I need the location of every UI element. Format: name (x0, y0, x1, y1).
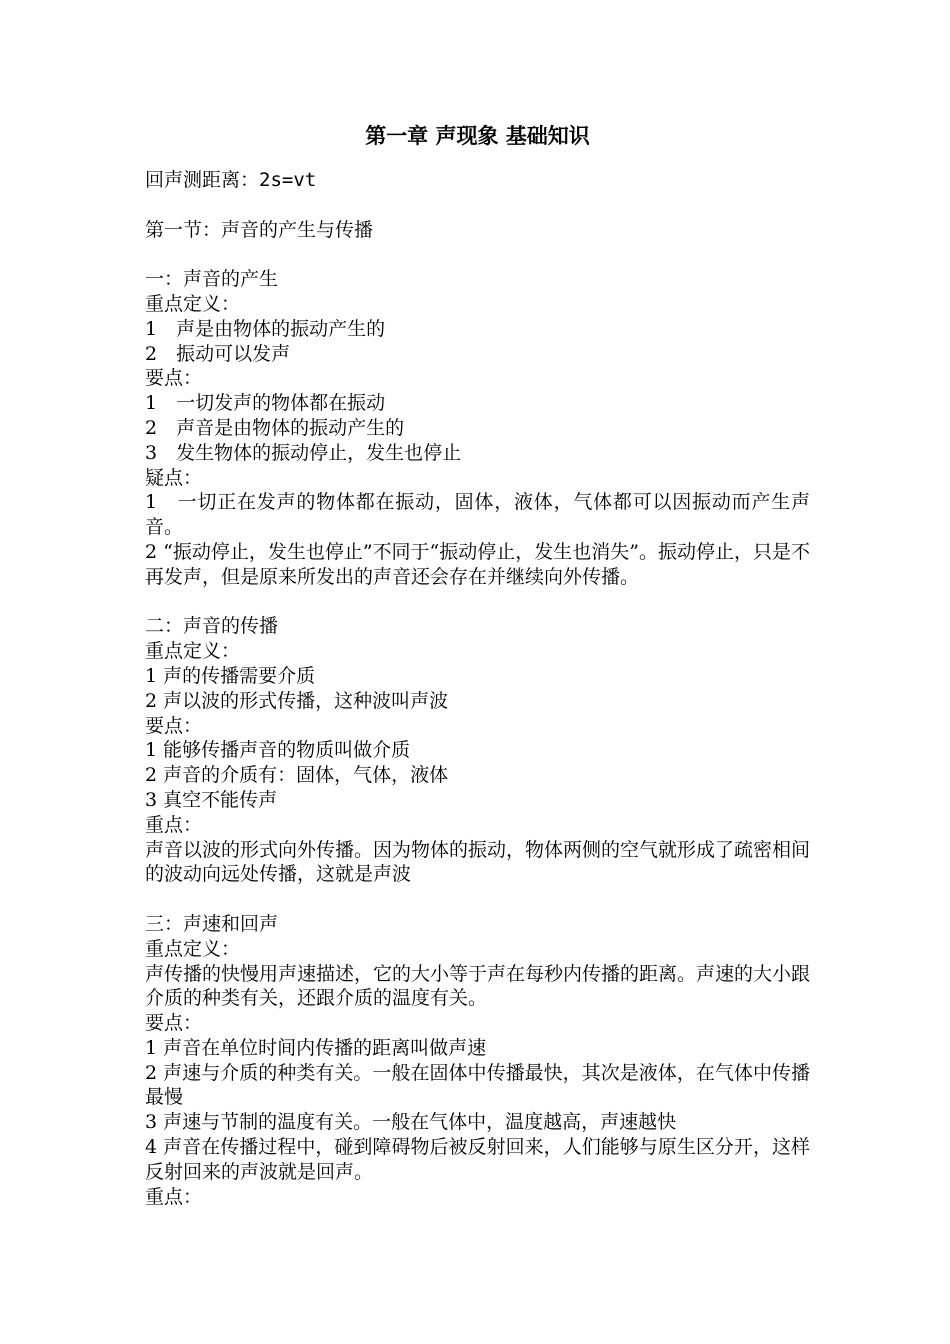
part3-key-item: 3 声速与节制的温度有关。一般在气体中，温度越高，声速越快 (145, 1111, 677, 1134)
part3-key-item: 1 声音在单位时间内传播的距离叫做声速 (145, 1036, 487, 1059)
part2-def-item: 2 声以波的形式传播，这种波叫声波 (145, 689, 449, 712)
formula-line (145, 168, 810, 193)
part3-heading: 三：声速和回声 (145, 912, 279, 935)
part1-def-item: 1 声是由物体的振动产生的 (145, 317, 386, 340)
part2-key-item: 2 声音的介质有：固体，气体，液体 (145, 764, 449, 787)
part1-key-item: 3 发生物体的振动停止，发生也停止 (145, 441, 462, 464)
part2-key-label: 要点： (145, 714, 203, 737)
part1-def-label: 重点定义： (145, 292, 241, 315)
part1-heading: 一：声音的产生 (145, 268, 279, 291)
part3-key-item: 2 声速与介质的种类有关。一般在固体中传播最快，其次是液体，在气体中传播最慢 (145, 1061, 810, 1109)
part2-heading: 二：声音的传播 (145, 615, 279, 638)
part3-focus-label: 重点： (145, 1185, 203, 1208)
part2-key-item: 1 能够传播声音的物质叫做介质 (145, 739, 411, 762)
section-title: 第一节：声音的产生与传播 (145, 218, 374, 241)
part2-focus-text: 声音以波的形式向外传播。因为物体的振动，物体两侧的空气就形成了疏密相间的波动向远处传播，这就是声波 (145, 838, 811, 886)
page-title: 第一章 声现象 基础知识 (365, 123, 590, 148)
part2-key-item: 3 真空不能传声 (145, 788, 278, 811)
part1-key-item: 1 一切发声的物体都在振动 (145, 392, 386, 415)
part3-key-label: 要点： (145, 1012, 203, 1035)
part1-def-item: 2 振动可以发声 (145, 342, 291, 365)
part3-def-text: 声传播的快慢用声速描述，它的大小等于声在每秒内传播的距离。声速的大小跟介质的种类有关，还跟介质的温度有关。 (145, 962, 811, 1010)
formula: 2s=vt (259, 169, 317, 191)
part1-doubt-item: 1 一切正在发声的物体都在振动，固体，液体，气体都可以因振动而产生声音。 (145, 491, 810, 539)
part1-doubt-label: 疑点： (145, 466, 203, 489)
document-page (145, 118, 810, 1209)
part3-key-item: 4 声音在传播过程中，碰到障碍物后被反射回来，人们能够与原生区分开，这样反射回来的声波就是回声。 (145, 1136, 810, 1183)
part1-key-item: 2 声音是由物体的振动产生的 (145, 416, 405, 439)
part1-key-label: 要点： (145, 367, 203, 390)
part2-focus-label: 重点： (145, 813, 203, 836)
part2-def-label: 重点定义： (145, 640, 241, 663)
part2-def-item: 1 声的传播需要介质 (145, 664, 316, 687)
formula-label: 回声测距离： (145, 169, 260, 191)
part3-def-label: 重点定义： (145, 937, 241, 960)
part1-doubt-item: 2 “振动停止，发生也停止”不同于“振动停止，发生也消失”。振动停止，只是不再发声，但是原来所发出的声音还会存在并继续向外传播。 (145, 540, 810, 588)
